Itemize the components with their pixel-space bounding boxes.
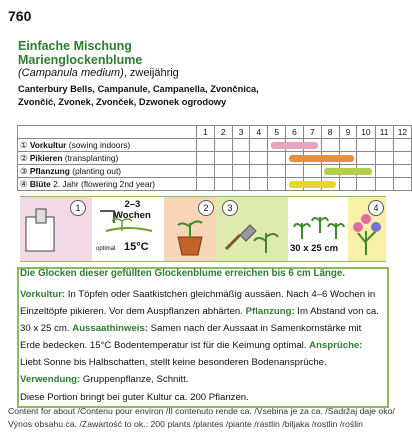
latin-name-line — [18, 67, 179, 80]
month-cell: 12 — [393, 126, 411, 139]
row-label-main: Pflanzung — [29, 165, 70, 176]
month-cell: 3 — [232, 126, 250, 139]
month-cell: 7 — [303, 126, 321, 139]
panel-germination — [92, 197, 165, 261]
row-label — [18, 178, 197, 191]
pflanzung-label: Pflanzung: — [245, 306, 295, 318]
aussaat-label: Aussaathinweis: — [72, 323, 148, 335]
row-label-translation: (sowing indoors) — [68, 139, 131, 150]
ansprueche-label: Ansprüche: — [309, 340, 363, 352]
row-label-translation: (planting out) — [72, 165, 122, 176]
month-cell: 6 — [286, 126, 304, 139]
article-number: 760 — [8, 8, 32, 24]
calendar-row-bluete — [18, 178, 412, 191]
footer-line-1: Content for about /Contenu pour environ /Il contenuto rende ca. /Vsebina je za ca. /Sadržaj daje oko/ — [8, 406, 395, 416]
month-cell: 8 — [321, 126, 339, 139]
vorkultur-text: In Töpfen oder Saatkistchen gleichmäßig aussäen. Nach 4–6 Wochen in Einzeltöpfe pikieren. Vor dem Auspflanzen abhärten. — [20, 289, 376, 318]
verwendung-text: Gruppenpflanze, Schnitt. — [80, 374, 189, 386]
spacing-label: 30 x 25 cm — [290, 243, 339, 254]
month-cell: 10 — [357, 126, 375, 139]
step-badge: 3 — [222, 200, 238, 216]
schedule-bar — [289, 155, 354, 162]
footer-line-2: Výnos obsahu ca. /Zawartość to ok.: 200 plants /plantes /piante /rastlin /biljaka /rostlin /roślin — [8, 419, 363, 429]
product-title — [18, 39, 142, 67]
portion-text: Diese Portion bringt bei guter Kultur ca. 200 Pflanzen. — [20, 391, 249, 403]
common-names-line-1: Canterbury Bells, Campanule, Campanella, Zvončnica, — [18, 84, 259, 94]
schedule-bar — [271, 142, 318, 149]
step-marker: ③ — [20, 165, 28, 176]
panel-transplanting — [164, 197, 217, 261]
description-text — [20, 286, 384, 406]
panel-sowing — [20, 197, 93, 261]
aussaat-text: Samen nach der Aussaat in Samenkornstärke mit Erde bedecken. 15°C Bodentemperatur ist für die Keimung optimal. — [20, 323, 362, 352]
optimal-label: optimal — [96, 246, 116, 252]
vorkultur-label: Vorkultur: — [20, 289, 66, 300]
step-badge: 1 — [70, 200, 86, 216]
step-marker: ④ — [20, 178, 28, 189]
row-label-translation: 2. Jahr (flowering 2nd year) — [53, 178, 156, 189]
step-marker: ① — [20, 139, 28, 150]
month-cell: 5 — [268, 126, 286, 139]
row-label — [18, 152, 197, 165]
panel-planting — [216, 197, 289, 261]
month-cell: 11 — [375, 126, 393, 139]
month-cell: 4 — [250, 126, 268, 139]
schedule-bar — [324, 168, 372, 175]
month-cell: 2 — [214, 126, 232, 139]
lifespan: , zweijährig — [123, 67, 179, 79]
common-names-line-2: Zvončić, Zvonek, Zvonček, Dzwonek ogrodowy — [18, 97, 227, 107]
title-line-2: Marienglockenblume — [18, 53, 143, 67]
month-cell: 1 — [197, 126, 215, 139]
ansprueche-text: Liebt Sonne bis Halbschatten, stellt keine besonderen Bodenansprüche. — [20, 357, 327, 369]
temperature-label: 15°C — [124, 241, 149, 253]
row-label-translation: (transplanting) — [64, 152, 119, 163]
calendar-row-vorkultur — [18, 139, 412, 152]
panel-spacing — [288, 197, 349, 261]
pflanzung-text: Im Abstand von ca. 30 x 25 cm. — [20, 306, 379, 335]
common-names — [18, 83, 318, 109]
row-label — [18, 165, 197, 178]
row-label-main: Vorkultur — [29, 139, 67, 150]
row-label-main: Blüte — [29, 178, 51, 189]
panel-flowering — [348, 197, 386, 261]
weeks-label: 2–3 Wochen — [114, 199, 151, 221]
calendar-corner — [18, 126, 197, 139]
calendar-header-row — [18, 126, 412, 139]
row-label-main: Pikieren — [29, 152, 63, 163]
verwendung-label: Verwendung: — [20, 374, 81, 386]
latin-name: (Campanula medium) — [18, 67, 124, 79]
step-badge: 4 — [368, 200, 384, 216]
schedule-bar — [289, 181, 336, 188]
step-marker: ② — [20, 152, 28, 163]
headline: Die Glocken dieser gefüllten Glockenblume erreichen bis 6 cm Länge. — [20, 268, 346, 279]
step-badge: 2 — [198, 200, 214, 216]
footer — [8, 405, 408, 431]
month-cell: 9 — [339, 126, 357, 139]
instruction-icons — [20, 196, 386, 262]
title-line-1: Einfache Mischung — [18, 39, 132, 53]
row-label — [18, 139, 197, 152]
